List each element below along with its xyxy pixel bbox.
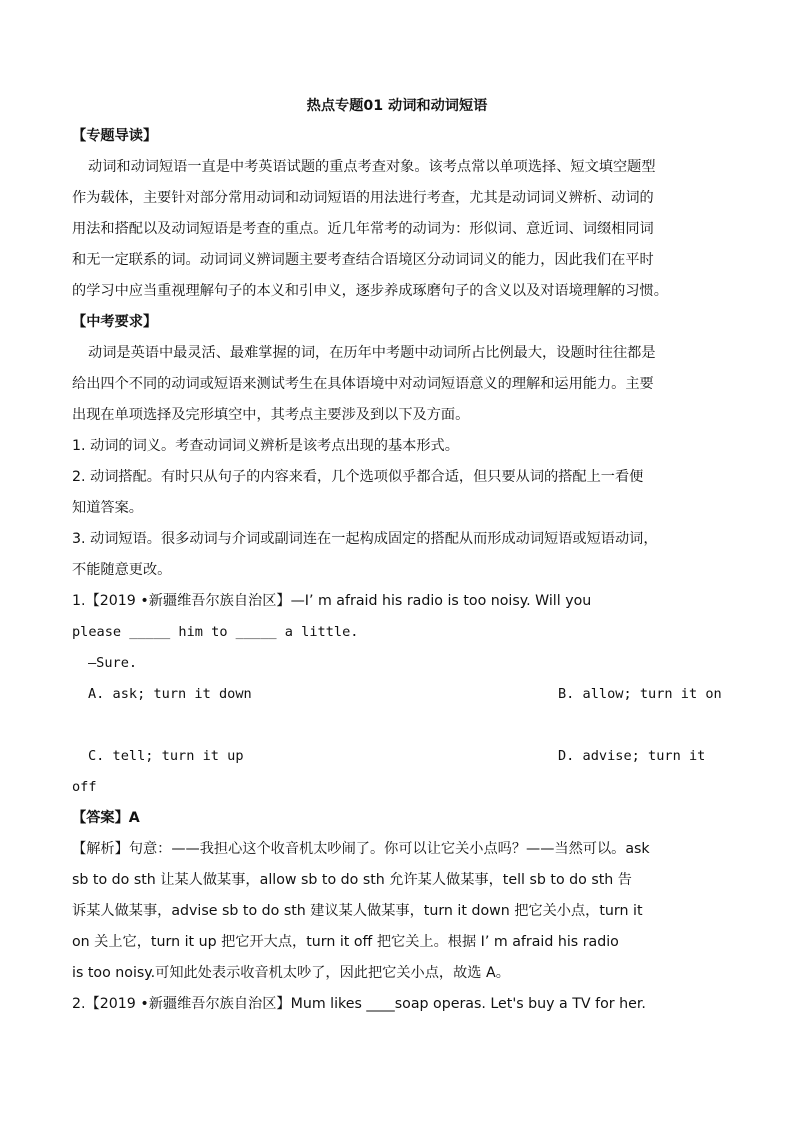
question-1-analysis: 【解析】句意：——我担心这个收音机太吵闹了。你可以让它关小点吗？——当然可以。ask [72,841,650,857]
question-1-analysis: on 关上它，turn it up 把它开大点，turn it off 把它关上。根据 I’ m afraid his radio [72,934,619,950]
question-1-analysis: is too noisy.可知此处表示收音机太吵了，因此把它关小点，故选 A。 [72,965,510,981]
question-1-stem: 1.【2019 •新疆维吾尔族自治区】—I’ m afraid his radio is too noisy. Will you [72,593,592,609]
question-2-stem: 2.【2019 •新疆维吾尔族自治区】Mum likes ____soap operas. Let's buy a TV for her. [72,996,646,1012]
question-1-option-d: D. advise; turn it [558,748,706,764]
question-1-option-d-cont: off [72,779,97,795]
intro-heading: 【专题导读】 [72,128,158,144]
question-1-analysis: 诉某人做某事，advise sb to do sth 建议某人做某事，turn it down 把它关小点，turn it [72,903,643,919]
requirements-line: 出现在单项选择及完形填空中，其考点主要涉及到以下及方面。 [72,407,470,423]
requirement-point: 2. 动词搭配。有时只从句子的内容来看，几个选项似乎都合适，但只要从词的搭配上一看便 [72,469,644,485]
question-1-stem: please _____ him to _____ a little. [72,624,359,640]
requirement-point: 3. 动词短语。很多动词与介词或副词连在一起构成固定的搭配从而形成动词短语或短语动词， [72,531,658,547]
requirement-point: 知道答案。 [72,500,143,516]
requirements-heading: 【中考要求】 [72,314,158,330]
intro-line: 用法和搭配以及动词短语是考查的重点。近几年常考的动词为：形似词、意近词、词缀相同词 [72,221,654,237]
intro-line: 作为载体，主要针对部分常用动词和动词短语的用法进行考查，尤其是动词词义辨析、动词的 [72,190,654,206]
question-1-stem: —Sure. [88,655,138,671]
requirements-line: 动词是英语中最灵活、最难掌握的词，在历年中考题中动词所占比例最大，设题时往往都是 [88,345,656,361]
question-1-option-a: A. ask; turn it down [88,686,252,702]
question-1-analysis: sb to do sth 让某人做某事，allow sb to do sth 允许某人做某事，tell sb to do sth 告 [72,872,632,888]
intro-line: 动词和动词短语一直是中考英语试题的重点考查对象。该考点常以单项选择、短文填空题型 [88,159,656,175]
requirement-point: 1. 动词的词义。考查动词词义辨析是该考点出现的基本形式。 [72,438,459,454]
page-title: 热点专题01 动词和动词短语 [306,98,488,114]
requirement-point: 不能随意更改。 [72,562,172,578]
question-1-answer: 【答案】A [72,810,140,826]
question-1-option-c: C. tell; turn it up [88,748,244,764]
question-1-option-b: B. allow; turn it on [558,686,722,702]
requirements-line: 给出四个不同的动词或短语来测试考生在具体语境中对动词短语意义的理解和运用能力。主要 [72,376,654,392]
intro-line: 和无一定联系的词。动词词义辨词题主要考查结合语境区分动词词义的能力，因此我们在平时 [72,252,654,268]
intro-line: 的学习中应当重视理解句子的本义和引申义，逐步养成琢磨句子的含义以及对语境理解的习惯。 [72,283,668,299]
